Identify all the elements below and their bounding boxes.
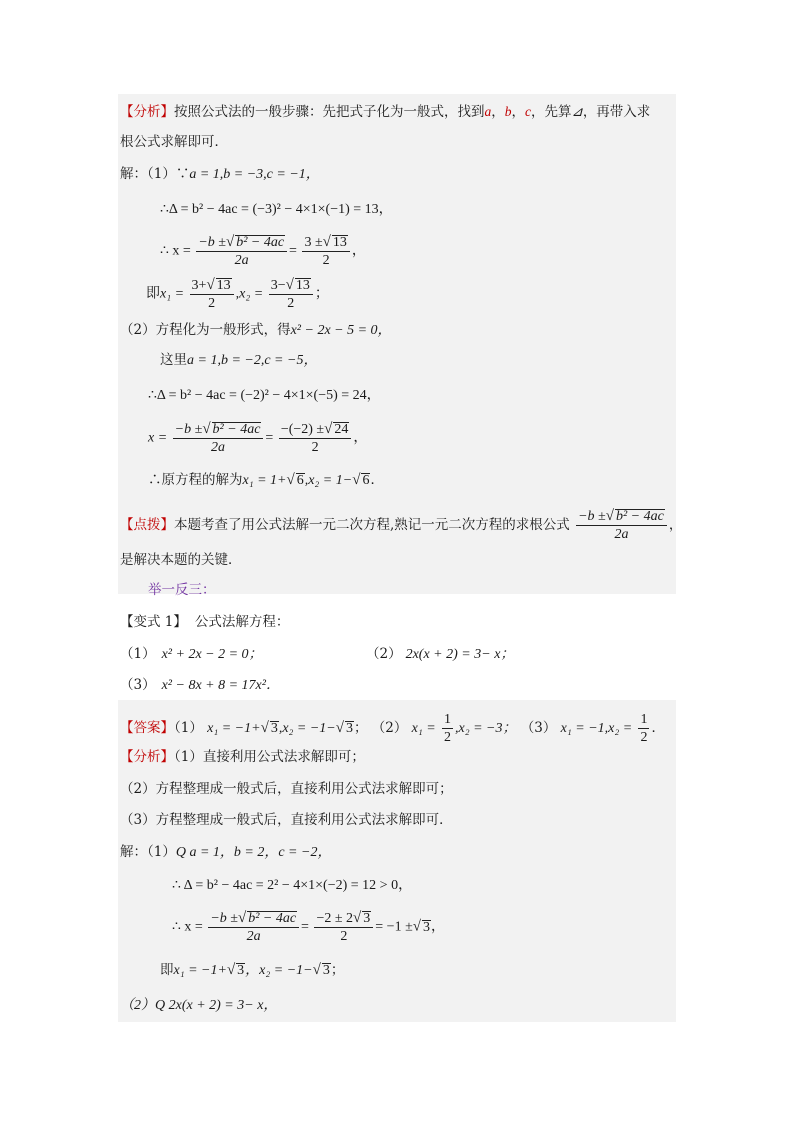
- problem-equation: x² + 2x − 2 = 0；: [161, 647, 263, 662]
- formula-numerator: −b ±: [578, 509, 606, 524]
- value-denominator: 2: [340, 929, 348, 944]
- sol1-line-2: [160, 201, 393, 219]
- sol1-line-9: ∴原方程的解为x₁ = 1+√ 6,x₂ = 1−√ 6．: [148, 472, 384, 488]
- radicand: 6: [296, 473, 304, 488]
- delta-symbol: ⊿: [571, 104, 583, 120]
- equals: =: [301, 919, 309, 935]
- tip-line-1: [120, 508, 682, 543]
- part2-coefficients: a = 1,b = −2,c = −5，: [187, 353, 318, 368]
- radicand: 3: [322, 963, 330, 978]
- sol1-line-4: [146, 277, 329, 312]
- answer-tag: 【答案】: [120, 720, 174, 736]
- sol1-x-eq: ∴ x =: [160, 243, 191, 259]
- x-eq: ∴ x =: [172, 919, 203, 935]
- problem-label: （2）: [366, 646, 402, 662]
- a3-fraction: [638, 711, 649, 746]
- x1-denominator: 2: [208, 296, 216, 311]
- sep: ，: [491, 104, 505, 120]
- part2-value-fraction: $\frac{-(-2) \pm√ 24}{2}$: [279, 421, 352, 456]
- part2-equation: x² − 2x − 5 = 0，: [290, 323, 392, 338]
- value-numerator: −(−2) ±: [280, 422, 325, 437]
- quadratic-formula-fraction: $\frac{\text{−b ±√ b² − 4ac}}{2a}$: [196, 234, 287, 269]
- tip-formula-fraction: $\frac{\text{−b ±√ b² − 4ac}}{2a}$: [576, 508, 667, 543]
- analysis2-line-2: （2）方程整理成一般式后，直接利用公式法求解即可；: [120, 781, 453, 797]
- punct: ．: [370, 472, 384, 488]
- punct: ，: [353, 430, 368, 446]
- section-heading: 举一反三：: [148, 582, 216, 598]
- sol2-value-fraction: $\frac{-2 \pm 2√ 3}{2}$: [314, 910, 373, 945]
- sol1-line-3: [160, 234, 366, 269]
- quadratic-formula-fraction-3: $\frac{\text{−b ±√ b² − 4ac}}{2a}$: [208, 910, 299, 945]
- punct: ，: [668, 517, 683, 533]
- var-b: b: [504, 104, 512, 119]
- part2-text: （2）方程化为一般形式，得: [120, 322, 291, 338]
- punct: ，: [431, 919, 445, 935]
- variant-title-line: [120, 613, 289, 631]
- a2-fraction: [442, 711, 453, 746]
- analysis2-line-1: [120, 748, 365, 766]
- sol1-discriminant: ∴Δ = b² − 4ac = (−3)² − 4×1×(−1) = 13，: [160, 202, 393, 217]
- sol2-line-2: ∴ Δ = b² − 4ac = 2² − 4×1×(−2) = 12 > 0，: [172, 878, 413, 893]
- ji-label: 即: [160, 962, 174, 978]
- x1-fraction: $\frac{3+√ 13}{2}$: [190, 277, 234, 312]
- x2-numerator: 3−: [270, 278, 286, 293]
- problem-equation: 2x(x + 2) = 3− x；: [405, 647, 515, 662]
- a2-x2: ,x₂ = −3；: [455, 721, 517, 736]
- sol2-line-5: （2）Q 2x(x + 2) = 3− x，: [120, 998, 278, 1013]
- formula-radicand: b² − 4ac: [236, 235, 285, 250]
- sol1-line-1: [120, 165, 320, 184]
- punct: ，: [351, 243, 366, 259]
- sol1-line-8: [148, 421, 367, 456]
- analysis-text-2: ，先算: [531, 104, 572, 120]
- problem-equation: x² − 8x + 8 = 17x²．: [161, 678, 280, 693]
- var-a: a: [484, 104, 492, 119]
- radicand: 3: [270, 721, 278, 736]
- x-eq: x =: [148, 430, 168, 446]
- tip-tag: 【点拨】: [120, 517, 174, 533]
- analysis2-step: （1）直接利用公式法求解即可；: [174, 749, 365, 765]
- analysis-tag: 【分析】: [120, 104, 174, 120]
- analysis-text-1: 按照公式法的一般步骤：先把式子化为一般式，找到: [174, 104, 485, 120]
- problem-label: （3）: [120, 677, 156, 693]
- value-radicand: 3: [363, 911, 371, 926]
- x2-fraction: $\frac{3-√ 13}{2}$: [269, 277, 313, 312]
- numerator: 1: [640, 712, 648, 727]
- x2-value: ，x₂ = −1−: [245, 963, 313, 978]
- punct: ．: [651, 720, 665, 736]
- problem-label: （1）: [120, 646, 156, 662]
- denominator: 2: [444, 730, 451, 745]
- formula-radicand: b² − 4ac: [212, 422, 261, 437]
- equals: =: [289, 243, 297, 259]
- formula-denominator: 2a: [211, 440, 226, 455]
- sol2-coefficients: Q a = 1，b = 2，c = −2，: [175, 845, 332, 860]
- tip-line-2: 是解决本题的关键．: [120, 552, 242, 568]
- x1-radicand: 13: [216, 278, 231, 293]
- x2-value: ,x₂ = 1−: [304, 473, 353, 488]
- a2-x1: x₁ =: [411, 721, 436, 736]
- answer-label: （3）: [520, 720, 557, 736]
- formula-numerator: −b ±: [198, 235, 226, 250]
- x1-numerator: 3+: [191, 278, 207, 293]
- sol1-value-fraction: $\frac{3 \pm√ 13}{2}$: [302, 234, 349, 269]
- sol1-line-7: ∴Δ = b² − 4ac = (−2)² − 4×1×(−5) = 24，: [148, 388, 381, 403]
- punct: ；: [314, 286, 329, 302]
- denominator: 2: [640, 730, 648, 745]
- a1-x2: ,x₂ = −1−: [278, 721, 336, 736]
- analysis-text-3: ，再带入求: [582, 104, 651, 120]
- x2-label: ,x₂ =: [235, 286, 264, 302]
- formula-denominator: 2a: [246, 929, 261, 944]
- sol2-line-3: ∴ x = $\frac{\text{−b ±√ b² − 4ac}}{2a}$ = $\frac{-2 \pm 2√ 3}{2}$ = −1 ±√ 3，: [172, 910, 445, 944]
- x1-label: x₁ =: [160, 286, 185, 302]
- answer-label: （2）: [371, 720, 408, 736]
- analysis2-line-3: （3）方程整理成一般式后，直接利用公式法求解即可．: [120, 812, 453, 828]
- value-radicand: 24: [334, 422, 349, 437]
- sol1-line-5: [120, 321, 392, 340]
- answer-label: （1）: [174, 720, 203, 736]
- sol2-prefix: 解：（1）: [120, 844, 176, 860]
- analysis-line-1: [120, 103, 650, 121]
- x1-value: x₁ = −1+: [173, 963, 227, 978]
- variant-tag: 【变式 1】: [120, 614, 187, 630]
- zheli-label: 这里: [160, 352, 187, 368]
- a3-values: x₁ = −1,x₂ =: [560, 721, 633, 736]
- ji-label: 即: [146, 286, 160, 302]
- sep: ，: [511, 104, 525, 120]
- sol1-coefficients: a = 1,b = −3,c = −1，: [189, 167, 320, 182]
- value-radicand: 13: [332, 235, 347, 250]
- value-numerator: −2 ± 2: [316, 911, 354, 926]
- radicand: 3: [345, 721, 353, 736]
- x1-value: x₁ = 1+: [242, 473, 287, 488]
- formula-radicand: b² − 4ac: [248, 911, 297, 926]
- quadratic-formula-fraction-2: $\frac{\text{−b ±√ b² − 4ac}}{2a}$: [173, 421, 264, 456]
- value-denominator: 2: [311, 440, 319, 455]
- solution-label: ∴原方程的解为: [148, 472, 243, 488]
- sol2-line-4: 即x₁ = −1+√ 3，x₂ = −1−√ 3；: [160, 962, 345, 978]
- x2-radicand: 13: [295, 278, 310, 293]
- tip-text: 本题考查了用公式法解一元二次方程,熟记一元二次方程的求根公式: [174, 517, 570, 533]
- punct: ；: [330, 962, 345, 978]
- sol2-line-1: [120, 843, 331, 862]
- x2-denominator: 2: [287, 296, 295, 311]
- radicand: 3: [423, 919, 430, 935]
- value-numerator: 3 ±: [304, 235, 323, 250]
- a1-x1: x₁ = −1+: [207, 721, 261, 736]
- value-denominator: 2: [322, 253, 330, 268]
- sol1-prefix: 解：（1）∵: [120, 166, 190, 182]
- var-c: c: [525, 104, 531, 119]
- problem-1: [120, 645, 263, 664]
- numerator: 1: [444, 712, 451, 727]
- equals: =: [265, 430, 274, 446]
- problem-3: [120, 676, 280, 695]
- answer-line: 【答案】（1） x₁ = −1+√ 3,x₂ = −1−√ 3； （2） x₁ = $\frac{1}{2}$ ,x₂ = −3； （3） x₁ = −1,x₂ = $\frac{1}{2}$ ．: [120, 712, 665, 745]
- analysis-line-2: 根公式求解即可．: [120, 134, 228, 150]
- analysis2-tag: 【分析】: [120, 749, 174, 765]
- radicand: 3: [237, 963, 245, 978]
- formula-denominator: 2a: [614, 527, 629, 542]
- variant-title: 公式法解方程：: [194, 614, 290, 630]
- formula-numerator: −b ±: [210, 911, 238, 926]
- punct: ；: [353, 720, 368, 736]
- formula-numerator: −b ±: [174, 422, 203, 437]
- formula-denominator: 2a: [234, 253, 249, 268]
- formula-radicand: b² − 4ac: [615, 509, 664, 524]
- sol1-line-6: [160, 351, 317, 370]
- simplified: = −1 ±: [375, 919, 413, 935]
- problem-2: [366, 645, 514, 664]
- radicand: 6: [362, 473, 370, 488]
